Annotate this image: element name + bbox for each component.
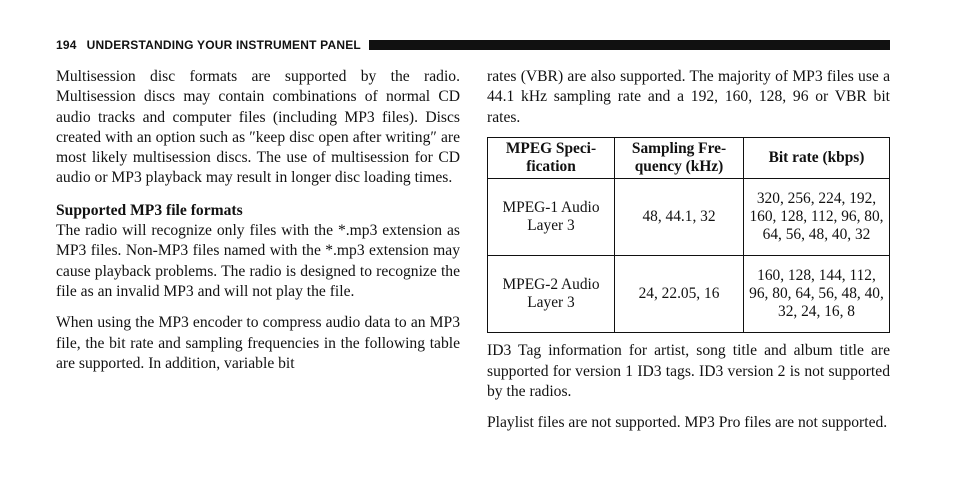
header-rule xyxy=(369,40,890,50)
page-number: 194 xyxy=(56,38,77,52)
subheading-supported-formats: Supported MP3 file formats xyxy=(56,201,243,219)
table-row xyxy=(488,179,890,256)
table-cell: MPEG-2 Audio Layer 3 xyxy=(488,256,615,333)
table-cell: 320, 256, 224, 192, 160, 128, 112, 96, 80, 64, 56, 48, 40, 32 xyxy=(744,179,890,256)
paragraph-vbr: rates (VBR) are also supported. The majority of MP3 files use a 44.1 kHz sampling rate and a 192, 160, 128, 96 or VBR bit rates. xyxy=(487,68,890,126)
table-row xyxy=(488,256,890,333)
paragraph-multisession: Multisession disc formats are supported by the radio. Multisession discs may contain combinations of normal CD audio tracks and computer files (including MP3 files). Discs created with an option such as ″keep disc open after writing″ are most likely multisession discs. The use of multisession for CD audio or MP3 playback may result in longer disc loading times. xyxy=(56,68,460,187)
paragraph-encoder: When using the MP3 encoder to compress audio data to an MP3 file, the bit rate and sampling frequencies in the following table are supported. In addition, variable bit xyxy=(56,314,460,372)
mp3-format-table xyxy=(487,137,890,333)
table-cell: 48, 44.1, 32 xyxy=(615,179,744,256)
paragraph-mp3-extension: The radio will recognize only files with the *.mp3 extension as MP3 files. Non-MP3 files named with the *.mp3 extension may cause playback problems. The radio is designed to recognize the file as an invalid MP3 and will not play the file. xyxy=(56,222,460,300)
table-cell: 160, 128, 144, 112, 96, 80, 64, 56, 48, 40, 32, 24, 16, 8 xyxy=(744,256,890,333)
paragraph-id3: ID3 Tag information for artist, song title and album title are supported for version 1 ID3 tags. ID3 version 2 is not supported by the radios. xyxy=(487,342,890,400)
section-title: UNDERSTANDING YOUR INSTRUMENT PANEL xyxy=(86,38,361,52)
table-cell: 24, 22.05, 16 xyxy=(615,256,744,333)
table-header-cell: Bit rate (kbps) xyxy=(744,137,890,178)
table-header-cell: MPEG Speci- fication xyxy=(488,137,615,178)
table-cell: MPEG-1 Audio Layer 3 xyxy=(488,179,615,256)
table-header-row xyxy=(488,137,890,178)
page-header xyxy=(56,38,890,52)
table-header-cell: Sampling Fre- quency (kHz) xyxy=(615,137,744,178)
left-column xyxy=(56,67,460,374)
right-column xyxy=(487,67,890,433)
paragraph-playlist: Playlist files are not supported. MP3 Pro files are not supported. xyxy=(487,414,888,432)
